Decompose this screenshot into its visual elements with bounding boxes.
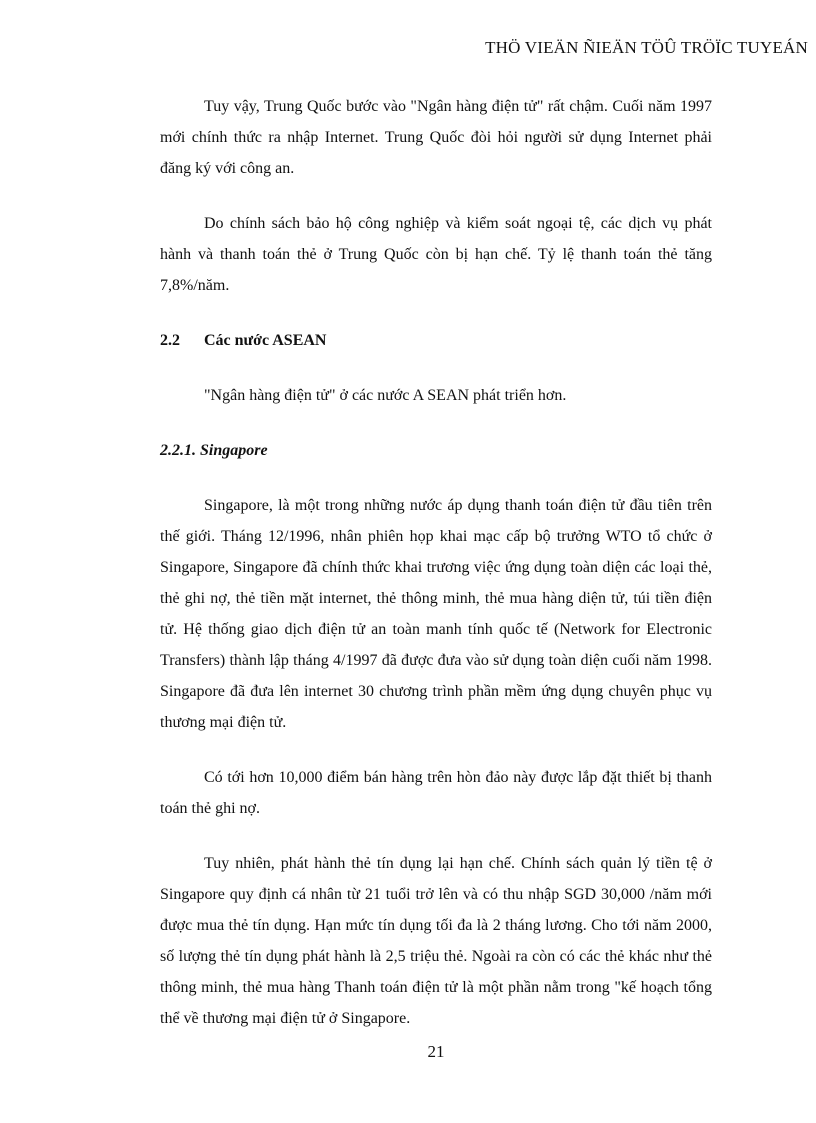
running-header: THÖ VIEÄN ÑIEÄN TÖÛ TRÖÏC TUYEÁN xyxy=(485,38,808,57)
page-number: 21 xyxy=(427,1042,445,1061)
section-number: 2.2 xyxy=(160,332,180,349)
paragraph-singapore-credit: Tuy nhiên, phát hành thẻ tín dụng lại hạn chế. Chính sách quản lý tiền tệ ở Singapore quy định cá nhân từ 21 tuổi trở lên và có thu nhập SGD 30,000 /năm mới được mua thẻ tín dụng. Hạn mức tín dụng tối đa là 2 tháng lương. Cho tới năm 2000, số lượng thẻ tín dụng phát hành là 2,5 triệu thẻ. Ngoài ra còn có các thẻ khác như thẻ thông minh, thẻ mua hàng Thanh toán điện tử là một phần nằm trong "kế hoạch tổng thể về thương mại điện tử ở Singapore. xyxy=(160,855,712,1027)
section-title: Các nước ASEAN xyxy=(204,332,327,349)
subsection-heading: 2.2.1. Singapore xyxy=(160,442,268,459)
section-heading xyxy=(160,325,712,356)
paragraph-china-card-policy: Do chính sách bảo hộ công nghiệp và kiểm soát ngoại tệ, các dịch vụ phát hành và thanh toán thẻ ở Trung Quốc còn bị hạn chế. Tỷ lệ thanh toán thẻ tăng 7,8%/năm. xyxy=(160,215,712,294)
paragraph-china-ebanking: Tuy vậy, Trung Quốc bước vào "Ngân hàng điện tử" rất chậm. Cuối năm 1997 mới chính thức ra nhập Internet. Trung Quốc đòi hỏi người sử dụng Internet phải đăng ký với công an. xyxy=(160,98,712,177)
page-body xyxy=(160,91,712,1034)
paragraph-singapore-overview: Singapore, là một trong những nước áp dụng thanh toán điện tử đầu tiên trên thế giới. Tháng 12/1996, nhân phiên họp khai mạc cấp bộ trưởng WTO tổ chức ở Singapore, Singapore đã chính thức khai trương việc ứng dụng toàn diện các loại thẻ, thẻ ghi nợ, thẻ tiền mặt internet, thẻ thông minh, thẻ mua hàng diện tử, túi tiền điện tử. Hệ thống giao dịch điện tử an toàn manh tính quốc tế (Network for Electronic Transfers) thành lập tháng 4/1997 đã được đưa vào sử dụng toàn diện cuối năm 1998. Singapore đã đưa lên internet 30 chương trình phần mềm ứng dụng chuyên phục vụ thương mại điện tử. xyxy=(160,497,712,731)
paragraph-asean-intro: "Ngân hàng điện tử" ở các nước A SEAN phát triển hơn. xyxy=(204,387,567,404)
paragraph-singapore-pos: Có tới hơn 10,000 điểm bán hàng trên hòn đảo này được lắp đặt thiết bị thanh toán thẻ ghi nợ. xyxy=(160,769,712,817)
